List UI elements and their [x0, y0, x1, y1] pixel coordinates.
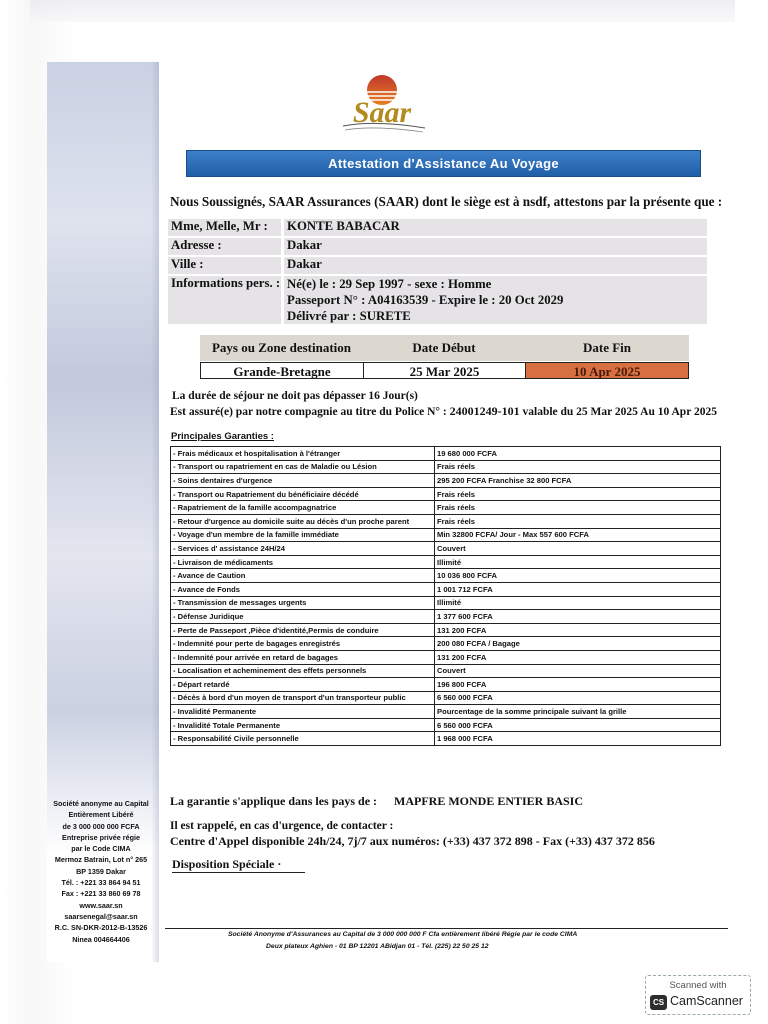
table-row	[171, 596, 721, 610]
side-info-line: saarsenegal@saar.sn	[64, 911, 138, 921]
coverage-countries-label: La garantie s'applique dans les pays de :	[170, 794, 378, 808]
side-info-line: Mermoz Batrain, Lot n° 265	[54, 855, 148, 865]
guarantee-amount: Illimité	[435, 596, 721, 610]
policy-prefix: Est assuré(e) par notre compagnie au titre du Police N° :	[170, 406, 450, 418]
destination-header: Pays ou Zone destination	[200, 335, 363, 361]
guarantee-name: - Transmission de messages urgents	[171, 596, 435, 610]
side-info-line: Société anonyme au Capital	[53, 799, 149, 808]
side-info-line: Ninea 004664406	[72, 934, 130, 944]
guarantee-name: - Localisation et acheminement des effets personnels	[171, 664, 435, 678]
guarantee-amount: 131 200 FCFA	[435, 623, 721, 637]
side-info-line: BP 1359 Dakar	[76, 866, 126, 876]
camscanner-watermark	[645, 975, 751, 1015]
guarantee-amount: 19 680 000 FCFA	[435, 447, 721, 461]
info-value	[284, 276, 707, 324]
guarantee-amount: Illimité	[435, 555, 721, 569]
side-info-line: par le Code CIMA	[71, 844, 131, 854]
policy-number: 24001249-101	[449, 404, 520, 418]
end-date-value: 10 Apr 2025	[525, 362, 689, 379]
side-info-line: R.C. SN-DKR-2012-B-13526	[54, 923, 148, 933]
guarantees-table	[170, 446, 721, 746]
policy-validity: valable du 25 Mar 2025 Au 10 Apr 2025	[519, 406, 717, 418]
side-info-line: Tél. : +221 33 864 94 51	[61, 878, 141, 888]
guarantee-name: - Perte de Passeport ,Pièce d'identité,Permis de conduire	[171, 623, 435, 637]
guarantee-name: - Retour d'urgence au domicile suite au décès d'un proche parent	[171, 514, 435, 528]
address-value: Dakar	[284, 238, 707, 255]
name-value: KONTE BABACAR	[284, 219, 707, 236]
guarantee-name: - Départ retardé	[171, 678, 435, 692]
guarantee-amount: Frais réels	[435, 501, 721, 515]
issuer-info: Délivré par : SURETE	[287, 309, 411, 323]
table-row	[171, 487, 721, 501]
table-row	[171, 610, 721, 624]
side-info-line: Entièrement Libéré	[68, 810, 134, 820]
table-row	[171, 623, 721, 637]
birth-info: Né(e) le : 29 Sep 1997 - sexe : Homme	[287, 277, 492, 291]
guarantee-name: - Invalidité Totale Permanente	[171, 718, 435, 732]
guarantee-name: - Transport ou rapatriement en cas de Maladie ou Lésion	[171, 460, 435, 474]
footer-divider	[165, 928, 728, 929]
table-row	[171, 569, 721, 583]
guarantee-amount: Couvert	[435, 664, 721, 678]
logo-wordmark: Saar	[352, 96, 412, 129]
destination-value: Grande-Bretagne	[200, 362, 364, 379]
table-row	[171, 691, 721, 705]
guarantee-amount: 6 560 000 FCFA	[435, 718, 721, 732]
passport-info: Passeport N° : A04163539 - Expire le : 20 Oct 2029	[287, 293, 564, 307]
policy-line	[170, 404, 717, 419]
guarantee-name: - Indemnité pour perte de bagages enregistrés	[171, 637, 435, 651]
guarantee-amount: 200 080 FCFA / Bagage	[435, 637, 721, 651]
end-date-header: Date Fin	[525, 335, 689, 361]
info-label: Informations pers. :	[168, 276, 281, 324]
intro-statement: Nous Soussignés, SAAR Assurances (SAAR) dont le siège est à nsdf, attestons par la présente que :	[170, 194, 723, 209]
guarantee-amount: 6 560 000 FCFA	[435, 691, 721, 705]
guarantee-name: - Responsabilité Civile personnelle	[171, 732, 435, 746]
guarantee-amount: 131 200 FCFA	[435, 650, 721, 664]
table-row	[171, 650, 721, 664]
guarantee-name: - Soins dentaires d'urgence	[171, 474, 435, 488]
side-info-line: www.saar.sn	[79, 900, 123, 910]
table-row	[171, 528, 721, 542]
footer-legal: Société Anonyme d'Assurances au Capital de 3 000 000 000 F Cfa entièrement libéré Régie par le code CIMA	[228, 931, 578, 938]
table-row	[171, 460, 721, 474]
guarantee-amount: Frais réels	[435, 487, 721, 501]
table-row	[171, 501, 721, 515]
guarantee-amount: 1 001 712 FCFA	[435, 582, 721, 596]
guarantee-name: - Voyage d'un membre de la famille immédiate	[171, 528, 435, 542]
call-center-numbers: Centre d'Appel disponible 24h/24, 7j/7 aux numéros: (+33) 437 372 898 - Fax (+33) 437 372 856	[170, 834, 655, 848]
watermark-caption: Scanned with	[669, 980, 727, 991]
guarantee-name: - Avance de Caution	[171, 569, 435, 583]
table-row	[171, 732, 721, 746]
table-row	[171, 678, 721, 692]
scan-top-shadow	[30, 0, 735, 22]
company-side-info	[43, 798, 159, 945]
title-banner: Attestation d'Assistance Au Voyage	[186, 150, 701, 177]
table-row	[171, 637, 721, 651]
guarantee-amount: Frais réels	[435, 514, 721, 528]
guarantee-amount: 1 377 600 FCFA	[435, 610, 721, 624]
table-row	[171, 705, 721, 719]
side-info-line: de 3 000 000 000 FCFA	[62, 821, 140, 831]
side-info-line: Entreprise privée régie	[62, 832, 140, 842]
coverage-countries-value: MAPFRE MONDE ENTIER BASIC	[394, 794, 584, 808]
guarantee-name: - Invalidité Permanente	[171, 705, 435, 719]
guarantee-amount: 1 968 000 FCFA	[435, 732, 721, 746]
guarantee-amount: Frais réels	[435, 460, 721, 474]
guarantee-name: - Frais médicaux et hospitalisation à l'étranger	[171, 447, 435, 461]
saar-logo	[335, 70, 430, 140]
guarantee-amount: 295 200 FCFA Franchise 32 800 FCFA	[435, 474, 721, 488]
guarantee-amount: 196 800 FCFA	[435, 678, 721, 692]
guarantee-name: - Indemnité pour arrivée en retard de bagages	[171, 650, 435, 664]
city-value: Dakar	[284, 257, 707, 274]
stay-duration: La durée de séjour ne doit pas dépasser 16 Jour(s)	[172, 390, 418, 402]
watermark-brand: CamScanner	[670, 994, 743, 1008]
guarantee-amount: 10 036 800 FCFA	[435, 569, 721, 583]
start-date-header: Date Début	[363, 335, 525, 361]
guarantee-name: - Services d' assistance 24H/24	[171, 542, 435, 556]
side-info-line: Fax : +221 33 860 69 78	[61, 889, 141, 899]
guarantee-name: - Livraison de médicaments	[171, 555, 435, 569]
address-label: Adresse :	[168, 238, 281, 255]
table-row	[171, 582, 721, 596]
table-row	[171, 447, 721, 461]
table-row	[171, 542, 721, 556]
special-provision-heading: Disposition Spéciale ·	[172, 857, 305, 873]
emergency-reminder: Il est rappelé, en cas d'urgence, de contacter :	[170, 820, 394, 832]
camscanner-icon: CS	[650, 995, 667, 1010]
guarantee-amount: Min 32800 FCFA/ Jour - Max 557 600 FCFA	[435, 528, 721, 542]
table-row	[171, 664, 721, 678]
table-row	[171, 718, 721, 732]
footer-address: Deux plateux Aghien - 01 BP 12201 ABidjan 01 - Tél. (225) 22 50 25 12	[266, 943, 489, 950]
guarantee-name: - Défense Juridique	[171, 610, 435, 624]
guarantee-name: - Avance de Fonds	[171, 582, 435, 596]
guarantee-name: - Décès à bord d'un moyen de transport d'un transporteur public	[171, 691, 435, 705]
table-row	[171, 514, 721, 528]
start-date-value: 25 Mar 2025	[363, 362, 526, 379]
guarantee-name: - Rapatriement de la famille accompagnatrice	[171, 501, 435, 515]
name-label: Mme, Melle, Mr :	[168, 219, 281, 236]
guarantee-amount: Couvert	[435, 542, 721, 556]
guarantees-heading: Principales Garanties :	[171, 431, 274, 442]
guarantee-name: - Transport ou Rapatriement du bénéficiaire décédé	[171, 487, 435, 501]
table-row	[171, 555, 721, 569]
guarantee-amount: Pourcentage de la somme principale suivant la grille	[435, 705, 721, 719]
city-label: Ville :	[168, 257, 281, 274]
table-row	[171, 474, 721, 488]
